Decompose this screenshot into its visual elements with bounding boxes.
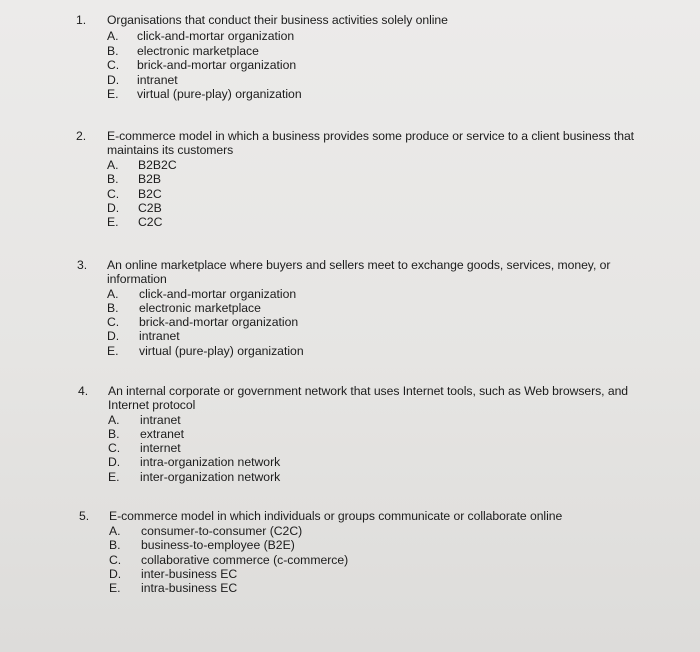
option-text: B2B	[138, 172, 162, 187]
option-text: brick-and-mortar organization	[139, 315, 299, 330]
option-text: intranet	[139, 329, 180, 344]
option-text: collaborative commerce (c-commerce)	[141, 552, 349, 567]
option-letter: D.	[109, 566, 122, 581]
option-text: intra-organization network	[140, 455, 281, 470]
option-letter: C.	[107, 186, 120, 201]
option-letter: E.	[107, 215, 119, 230]
option-letter: B.	[107, 172, 119, 187]
option-letter: A.	[107, 158, 119, 172]
option-text: inter-organization network	[140, 469, 281, 484]
option-text: click-and-mortar organization	[137, 29, 295, 43]
option-letter: C.	[109, 552, 122, 567]
option-text: business-to-employee (B2E)	[141, 538, 295, 553]
option-text: internet	[140, 441, 181, 456]
question-number: 1.	[76, 13, 87, 27]
question-text: E-commerce model in which individuals or groups communicate or collaborate online	[109, 509, 563, 523]
option-text: B2C	[138, 186, 162, 201]
option-letter: D.	[107, 72, 120, 87]
option-letter: C.	[107, 58, 120, 72]
option-letter: A.	[108, 412, 120, 427]
option-letter: D.	[107, 329, 120, 344]
option-letter: D.	[108, 455, 121, 470]
question-number: 4.	[78, 384, 89, 398]
question-number: 3.	[77, 258, 88, 272]
option-letter: E.	[108, 469, 120, 484]
option-text: C2C	[138, 215, 163, 230]
question-text: E-commerce model in which a business provides some produce or service to a client business that maintains its customers	[107, 129, 635, 157]
option-text: electronic marketplace	[139, 300, 261, 315]
option-letter: B.	[108, 426, 120, 441]
question-text: An online marketplace where buyers and sellers meet to exchange goods, services, money, or information	[107, 258, 611, 286]
option-letter: B.	[107, 300, 119, 315]
option-text: virtual (pure-play) organization	[137, 87, 302, 101]
option-text: extranet	[140, 426, 185, 441]
option-text: B2B2C	[138, 158, 177, 172]
option-letter: E.	[109, 581, 121, 596]
option-letter: B.	[109, 538, 121, 553]
option-text: brick-and-mortar organization	[137, 58, 297, 72]
question-text: An internal corporate or government network that uses Internet tools, such as Web browsers, and Internet protocol	[108, 384, 629, 412]
option-text: intranet	[137, 72, 178, 87]
option-letter: A.	[107, 29, 119, 43]
option-text: consumer-to-consumer (C2C)	[141, 524, 303, 538]
option-letter: A.	[109, 524, 121, 538]
option-text: electronic marketplace	[137, 43, 259, 58]
option-letter: E.	[107, 87, 119, 101]
option-text: inter-business EC	[141, 566, 238, 581]
option-letter: D.	[107, 200, 120, 215]
option-letter: C.	[107, 315, 120, 330]
option-text: intranet	[140, 412, 181, 427]
option-text: virtual (pure-play) organization	[139, 343, 304, 358]
option-text: click-and-mortar organization	[139, 286, 297, 301]
option-letter: E.	[107, 343, 119, 358]
option-letter: C.	[108, 441, 121, 456]
option-text: intra-business EC	[141, 581, 238, 596]
question-number: 5.	[79, 509, 90, 523]
question-number: 2.	[76, 129, 87, 143]
option-letter: A.	[107, 286, 119, 301]
option-letter: B.	[107, 43, 119, 58]
option-text: C2B	[138, 200, 162, 215]
question-text: Organisations that conduct their business activities solely online	[107, 13, 448, 27]
